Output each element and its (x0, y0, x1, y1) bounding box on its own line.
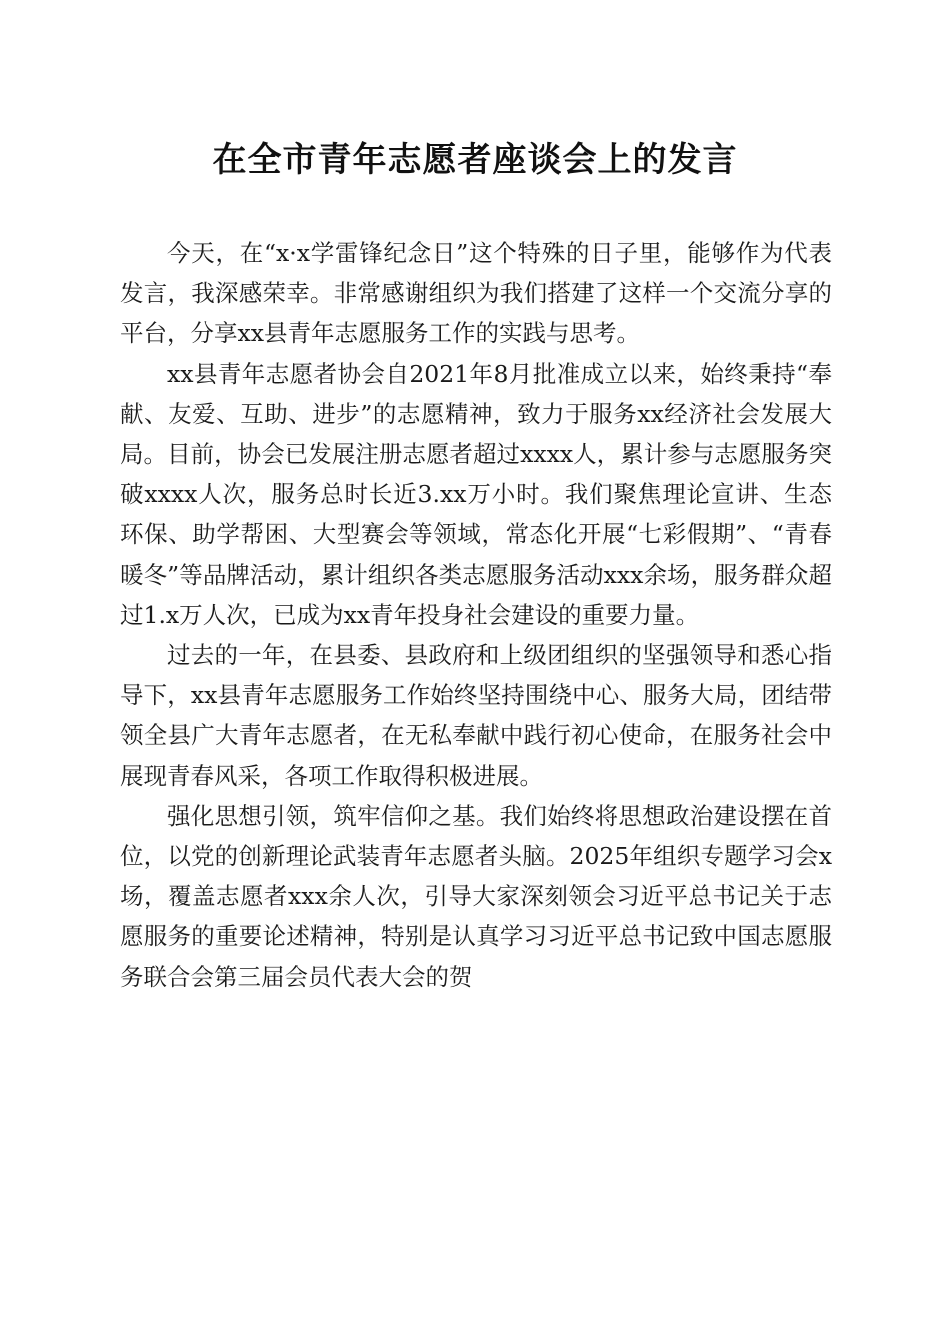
document-body (120, 233, 832, 997)
paragraph-ideological-guidance: 强化思想引领，筑牢信仰之基。我们始终将思想政治建设摆在首位，以党的创新理论武装青年志愿者头脑。2025年组织专题学习会x场，覆盖志愿者xxx余人次，引导大家深刻领会习近平总书记关于志愿服务的重要论述精神，特别是认真学习习近平总书记致中国志愿服务联合会第三届会员代表大会的贺 (120, 801, 832, 991)
document-title: 在全市青年志愿者座谈会上的发言 (212, 140, 738, 180)
paragraph-opening: 今天，在“x·x学雷锋纪念日”这个特殊的日子里，能够作为代表发言，我深感荣幸。非常感谢组织为我们搭建了这样一个交流分享的平台，分享xx县青年志愿服务工作的实践与思考。 (120, 239, 832, 348)
paragraph-association-overview: xx县青年志愿者协会自2021年8月批准成立以来，始终秉持“奉献、友爱、互助、进步”的志愿精神，致力于服务xx经济社会发展大局。目前，协会已发展注册志愿者超过xxxx人，累计参与志愿服务突破xxxx人次，服务总时长近3.xx万小时。我们聚焦理论宣讲、生态环保、助学帮困、大型赛会等领域，常态化开展“七彩假期”、“青春暖冬”等品牌活动，累计组织各类志愿服务活动xxx余场，服务群众超过1.x万人次，已成为xx青年投身社会建设的重要力量。 (120, 359, 832, 629)
paragraph-past-year: 过去的一年，在县委、县政府和上级团组织的坚强领导和悉心指导下，xx县青年志愿服务工作始终坚持围绕中心、服务大局，团结带领全县广大青年志愿者，在无私奉献中践行初心使命，在服务社会中展现青春风采，各项工作取得积极进展。 (120, 641, 832, 790)
